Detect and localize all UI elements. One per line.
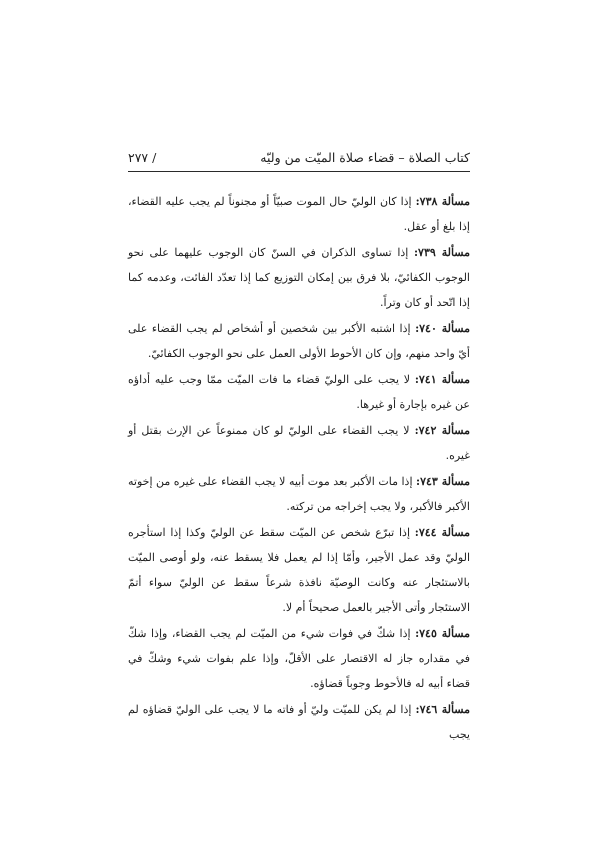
issue-text: إذا كان الوليّ حال الموت صبيّاً أو مجنوناً لم يجب عليه القضاء، إذا بلغ أو عقل. [128,195,470,233]
issue-text: لا يجب على الوليّ قضاء ما فات الميّت ممّا وجب عليه أداؤه عن غيره بإجارة أو غيرها. [128,373,470,411]
issue-text: إذا مات الأكبر بعد موت أبيه لا يجب القضاء على غيره من إخوته الأكبر فالأكبر، ولا يجب إخراجه من تركته. [128,475,470,514]
issue-text: لا يجب القضاء على الوليّ لو كان ممنوعاً عن الإرث بقتل أو غيره. [128,424,470,462]
issue-label: مسألة ٧٤١: [414,373,471,387]
header-divider [128,171,470,172]
issue-paragraph [128,190,470,240]
issue-paragraph [128,521,470,620]
issue-text: إذا شكّ في فوات شيء من الميّت لم يجب القضاء، وإذا شكّ في مقداره جاز له الاقتصار على الأقلّ، وإذا علم بفوات شيء وشكّ في قضاء أبيه له فالأحوط وجوباً قضاؤه. [128,627,470,690]
issue-label: مسألة ٧٤٢: [414,424,471,438]
page-number-group [128,150,156,166]
issue-label: مسألة ٧٤٦: [415,702,471,716]
header-separator: / [152,150,157,165]
chapter-title: كتاب الصلاة – قضاء صلاة الميّت من وليّه [260,150,470,165]
issue-label: مسألة ٧٤٤: [414,526,470,540]
issue-text: إذا تساوى الذكران في السنّ كان الوجوب عليهما على نحو الوجوب الكفائيّ، بلا فرق بين إمكان التوزيع كما إذا تعدّد الفائت، وعدمه كما إذا اتّحد أو كان وتراً. [128,246,470,309]
issue-label: مسألة ٧٤٠: [415,321,471,335]
page-number: ٢٧٧ [128,150,149,165]
issue-label: مسألة ٧٤٥: [415,627,471,641]
issue-paragraph [128,368,470,418]
issue-label: مسألة ٧٣٨: [415,195,470,208]
issue-text: إذا لم يكن للميّت وليّ أو فاته ما لا يجب على الوليّ قضاؤه لم يجب [128,702,470,741]
issue-paragraph [128,317,470,367]
issue-paragraph [128,241,470,315]
issue-text: إذا اشتبه الأكبر بين شخصين أو أشخاص لم يجب القضاء على أيّ واحد منهم، وإن كان الأحوط الأولى العمل على نحو الوجوب الكفائيّ. [128,321,470,360]
issue-paragraph [128,698,470,748]
issue-label: مسألة ٧٤٣: [416,475,471,489]
issue-paragraph [128,470,470,520]
issue-text: إذا تبرّع شخص عن الميّت سقط عن الوليّ وكذا إذا استأجره الوليّ وقد عمل الأجير، وأمّا إذا لم يعمل فلا يسقط عنه، ولو أوصى الميّت بالاستئجار عنه وكانت الوصيّة نافذة شرعاً سقط عن الوليّ سواء أتمّ الاستئجار وأتى الأجير بالعمل صحيحاً أم لا. [128,526,470,614]
running-header [128,150,470,166]
issue-paragraph [128,419,470,469]
page-body [128,190,470,749]
issue-label: مسألة ٧٣٩: [413,246,471,260]
issue-paragraph [128,622,470,696]
